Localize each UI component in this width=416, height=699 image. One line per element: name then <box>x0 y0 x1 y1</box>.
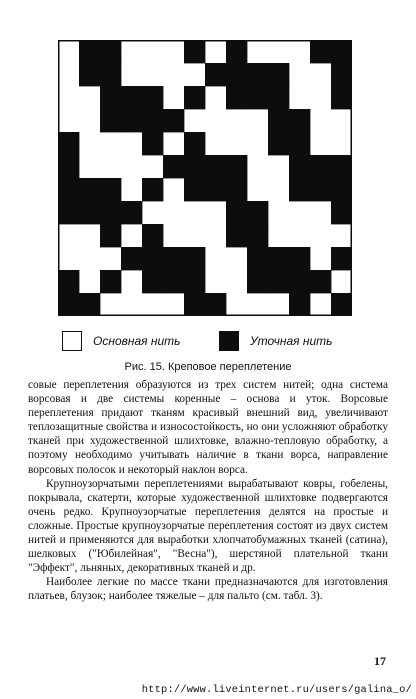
weft-legend-label: Уточная нить <box>250 334 333 348</box>
weft-cell <box>100 40 121 63</box>
weft-cell <box>226 201 247 224</box>
weft-cell <box>331 178 352 201</box>
paragraph-2: Крупноузорчатыми переплетениями вырабатывают ковры, гобелены, покрывала, скатерти, которые художественной шлихтовке подвергаются очень редко. Крупноузорчатые переплетения делятся на простые и сложные. Простые крупноузорчатые переплетения состоят из двух систем нитей и применяются для выработки хлопчатобумажных тканей (сатина), шелковых ("Юбилейная", "Весна"), шерстяной плательной ткани "Эффект", льняных, декоративных тканей и др. <box>28 477 388 575</box>
weft-cell <box>184 178 205 201</box>
weft-cell <box>205 63 226 86</box>
body-text <box>28 378 388 604</box>
weft-cell <box>184 293 205 316</box>
weft-cell <box>226 224 247 247</box>
weft-cell <box>142 86 163 109</box>
weft-cell <box>100 270 121 293</box>
weft-cell <box>268 270 289 293</box>
weft-cell <box>79 293 100 316</box>
source-watermark: http://www.liveinternet.ru/users/galina_o/ <box>141 684 412 696</box>
weft-cell <box>121 247 142 270</box>
weft-cell <box>205 178 226 201</box>
warp-legend-swatch <box>62 331 82 351</box>
weft-cell <box>247 224 268 247</box>
weft-cell <box>289 132 310 155</box>
weft-cell <box>226 178 247 201</box>
paragraph-3: Наиболее легкие по массе ткани предназначаются для изготовления платьев, блузок; наиболее тяжелые – для пальто (см. табл. 3). <box>28 576 388 603</box>
weft-cell <box>142 224 163 247</box>
weft-cell <box>121 86 142 109</box>
weft-cell <box>58 201 79 224</box>
weft-cell <box>226 40 247 63</box>
weft-cell <box>289 109 310 132</box>
figure-caption: Рис. 15. Креповое переплетение <box>124 361 292 373</box>
weft-cell <box>58 178 79 201</box>
weft-cell <box>247 63 268 86</box>
weft-cell <box>247 270 268 293</box>
warp-legend-label: Основная нить <box>93 334 181 348</box>
weft-cell <box>268 247 289 270</box>
weft-cell <box>142 132 163 155</box>
weft-cell <box>289 247 310 270</box>
weft-cell <box>289 178 310 201</box>
weft-cell <box>163 155 184 178</box>
weft-cell <box>310 155 331 178</box>
weft-cell <box>247 201 268 224</box>
weft-cell <box>205 293 226 316</box>
weft-cell <box>121 109 142 132</box>
weft-cell <box>331 201 352 224</box>
weft-cell <box>331 155 352 178</box>
weft-cell <box>247 247 268 270</box>
weft-cell <box>163 247 184 270</box>
weft-cell <box>184 270 205 293</box>
weft-legend-swatch <box>219 331 239 351</box>
weft-cell <box>331 293 352 316</box>
weft-cell <box>268 86 289 109</box>
weft-cell <box>100 86 121 109</box>
weft-cell <box>100 224 121 247</box>
weft-cell <box>268 63 289 86</box>
weft-cell <box>142 270 163 293</box>
weft-cell <box>79 63 100 86</box>
weft-cell <box>142 109 163 132</box>
weft-cell <box>121 201 142 224</box>
weft-cell <box>163 270 184 293</box>
weft-cell <box>58 270 79 293</box>
weft-cell <box>289 155 310 178</box>
weft-cell <box>58 155 79 178</box>
weft-cell <box>142 178 163 201</box>
weft-cell <box>79 201 100 224</box>
weft-cell <box>226 155 247 178</box>
weft-cell <box>184 132 205 155</box>
weft-cell <box>100 178 121 201</box>
weft-cell <box>79 40 100 63</box>
weft-cell <box>100 63 121 86</box>
weft-cell <box>184 155 205 178</box>
page-number: 17 <box>374 654 386 668</box>
weft-cell <box>226 86 247 109</box>
weft-cell <box>205 155 226 178</box>
weft-cell <box>100 109 121 132</box>
weft-cell <box>184 40 205 63</box>
weft-cell <box>331 247 352 270</box>
weft-cell <box>331 86 352 109</box>
weft-cell <box>226 63 247 86</box>
weft-cell <box>58 293 79 316</box>
weft-cell <box>331 40 352 63</box>
weft-cell <box>310 178 331 201</box>
weft-cell <box>58 132 79 155</box>
weft-cell <box>268 132 289 155</box>
paragraph-1: совые переплетения образуются из трех систем нитей; одна система ворсовая и две системы коренные – основа и уток. Ворсовые переплетения придают тканям красивый внешний вид, увеличивают теплозащитные свойства и износостойкость, но они усложняют обработку тканей при художественной шлихтовке, влажно-тепловую обработку, а поэтому необходимо учитывать наличие в ткани ворса, направление ворсовых полосок и некоторый наклон ворса. <box>28 379 388 476</box>
weft-cell <box>247 86 268 109</box>
weft-cell <box>184 247 205 270</box>
weft-cell <box>142 247 163 270</box>
crepe-weave-diagram <box>58 40 352 316</box>
weft-cell <box>289 270 310 293</box>
weft-cell <box>268 109 289 132</box>
weft-cell <box>163 109 184 132</box>
weft-cell <box>331 63 352 86</box>
weft-cell <box>310 40 331 63</box>
weft-cell <box>184 86 205 109</box>
weft-cell <box>79 178 100 201</box>
weft-cell <box>310 270 331 293</box>
weft-cell <box>289 293 310 316</box>
weft-cell <box>100 201 121 224</box>
